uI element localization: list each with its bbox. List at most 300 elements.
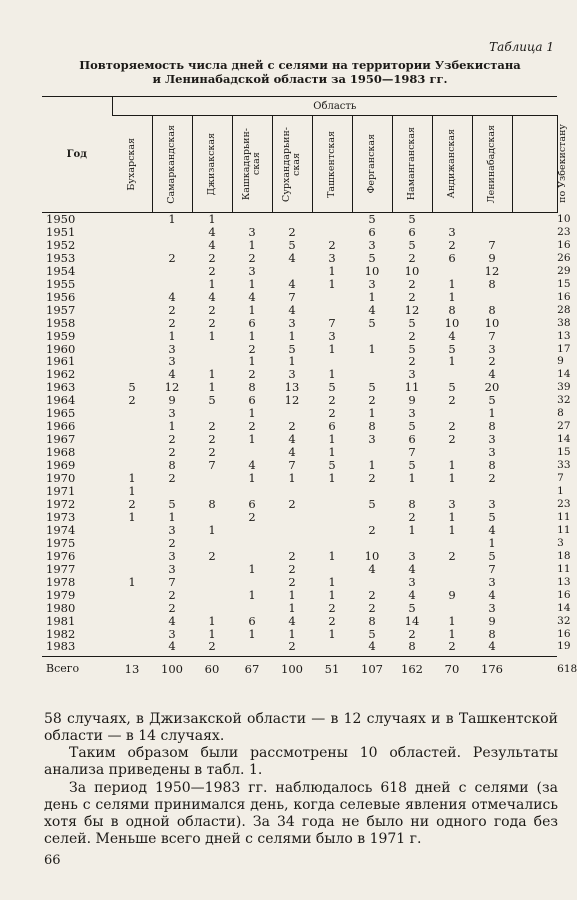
table-row: 1978 1 7 2 1 3 3 13: [42, 576, 557, 589]
year-cell: 1962: [46, 367, 76, 382]
value-cell: [272, 524, 312, 537]
value-cell: 2: [448, 237, 456, 252]
value-cell: 7: [328, 315, 336, 330]
value-cell: 2: [208, 548, 216, 563]
empty-header: [512, 116, 557, 213]
value-cell: 10: [404, 263, 420, 278]
value-cell: 2: [168, 471, 176, 486]
region-header: Андижанская: [432, 116, 472, 213]
value-cell: 6: [248, 613, 256, 628]
value-cell: 20: [484, 380, 500, 395]
value-cell: 3: [168, 341, 176, 356]
value-cell: 4: [288, 445, 296, 460]
value-cell: [352, 576, 392, 589]
table-row: 1961 3 1 1 2 1 2 9: [42, 355, 557, 368]
value-cell: 7: [288, 289, 296, 304]
value-cell: 3: [168, 354, 176, 369]
value-cell: 8: [368, 613, 376, 628]
value-cell: 4: [368, 302, 376, 317]
value-cell: 2: [288, 224, 296, 239]
value-cell: 3: [488, 432, 496, 447]
value-cell: 1: [248, 302, 256, 317]
value-cell: [192, 472, 232, 485]
value-cell: 2: [168, 587, 176, 602]
value-cell: 3: [168, 626, 176, 641]
value-cell: 1: [248, 354, 256, 369]
year-cell: 1973: [46, 509, 76, 524]
table-caption: [40, 58, 560, 86]
value-cell: 1: [288, 471, 296, 486]
value-cell: [512, 381, 557, 394]
paragraph: За период 1950—1983 гг. наблюдалось 618 дней с селями (за день с селями принимался день, когда селевые явления отмечались хотя бы в одной области). За 34 года не было ни одного года без селей. Меньше всего дней с селями было в 1971 г.: [44, 780, 558, 847]
value-cell: [512, 615, 557, 628]
value-cell: 2: [168, 535, 176, 550]
value-cell: [232, 640, 272, 656]
value-cell: 4: [288, 250, 296, 265]
value-cell: 4: [168, 289, 176, 304]
value-cell: 11: [404, 380, 420, 395]
value-cell: 2: [328, 600, 336, 615]
value-cell: [232, 602, 272, 615]
value-cell: [112, 213, 152, 226]
value-cell: [512, 640, 557, 656]
value-cell: [112, 433, 152, 446]
table-row: 1972 2 5 8 6 2 5 8 3 3 23: [42, 498, 557, 511]
value-cell: 2: [328, 406, 336, 421]
value-cell: 5: [488, 548, 496, 563]
value-cell: 1: [208, 276, 216, 291]
year-cell: 1977: [46, 561, 76, 576]
value-cell: 4: [288, 432, 296, 447]
value-cell: 1: [168, 419, 176, 434]
value-cell: 3: [448, 496, 456, 511]
value-cell: 5: [368, 626, 376, 641]
value-cell: 2: [288, 574, 296, 589]
value-cell: 10: [484, 315, 500, 330]
value-cell: [352, 330, 392, 343]
value-cell: [232, 576, 272, 589]
value-cell: 5: [368, 250, 376, 265]
value-cell: 1: [448, 613, 456, 628]
value-cell: [272, 265, 312, 278]
year-cell: 1979: [46, 587, 76, 602]
value-cell: 2: [408, 276, 416, 291]
value-cell: [512, 355, 557, 368]
value-cell: 3: [488, 496, 496, 511]
value-cell: 3: [368, 237, 376, 252]
year-cell: 1969: [46, 458, 76, 473]
value-cell: 1: [448, 509, 456, 524]
value-cell: 5: [288, 341, 296, 356]
value-cell: [512, 472, 557, 485]
value-cell: [232, 537, 272, 550]
value-cell: [112, 550, 152, 563]
value-cell: 5: [288, 237, 296, 252]
table-row: 1966 1 2 2 2 6 8 5 2 8 27: [42, 420, 557, 433]
value-cell: [432, 563, 472, 576]
value-cell: 6: [328, 419, 336, 434]
value-cell: 1: [328, 471, 336, 486]
table-row: 1968 2 2 4 1 7 3 15: [42, 446, 557, 459]
value-cell: 13: [124, 662, 140, 677]
value-cell: 1: [328, 341, 336, 356]
value-cell: 5: [488, 393, 496, 408]
value-cell: [312, 640, 352, 656]
value-cell: 1: [168, 509, 176, 524]
value-cell: [312, 537, 352, 550]
year-cell: 1981: [46, 613, 76, 628]
table-row: 1960 3 2 5 1 1 5 5 3 17: [42, 343, 557, 356]
value-cell: 7: [488, 237, 496, 252]
value-cell: [192, 511, 232, 524]
value-cell: [392, 537, 432, 550]
table-row: 1973 1 1 2 2 1 5 11: [42, 511, 557, 524]
value-cell: 3: [488, 574, 496, 589]
value-cell: 2: [168, 600, 176, 615]
value-cell: [112, 446, 152, 459]
value-cell: [152, 239, 192, 252]
value-cell: [272, 213, 312, 226]
region-header: Наманганская: [392, 116, 432, 213]
value-cell: [512, 589, 557, 602]
value-cell: 1: [248, 276, 256, 291]
value-cell: 7: [488, 328, 496, 343]
value-cell: 2: [168, 432, 176, 447]
value-cell: 2: [328, 613, 336, 628]
value-cell: 9: [488, 250, 496, 265]
value-cell: [232, 550, 272, 563]
value-cell: 1: [248, 328, 256, 343]
value-cell: 8: [488, 276, 496, 291]
value-cell: 4: [168, 613, 176, 628]
value-cell: 4: [208, 237, 216, 252]
table-row: 1957 2 2 1 4 4 12 8 8 28: [42, 304, 557, 317]
year-cell: 1963: [46, 380, 76, 395]
value-cell: [152, 226, 192, 239]
value-cell: 2: [368, 587, 376, 602]
value-cell: 10: [364, 548, 380, 563]
value-cell: [512, 511, 557, 524]
value-cell: 2: [288, 561, 296, 576]
value-cell: 1: [248, 432, 256, 447]
value-cell: 8: [368, 419, 376, 434]
value-cell: 12: [484, 263, 500, 278]
value-cell: 1: [288, 587, 296, 602]
value-cell: [112, 278, 152, 291]
value-cell: 2: [248, 509, 256, 524]
value-cell: [232, 213, 272, 226]
value-cell: 1: [488, 535, 496, 550]
value-cell: 1: [288, 600, 296, 615]
value-cell: 1: [288, 626, 296, 641]
value-cell: 5: [368, 380, 376, 395]
value-cell: [112, 355, 152, 368]
value-cell: 5: [408, 237, 416, 252]
value-cell: 2: [208, 315, 216, 330]
value-cell: 5: [408, 600, 416, 615]
year-cell: 1976: [46, 548, 76, 563]
value-cell: 3: [408, 548, 416, 563]
table-row: 1950 1 1 5 5 10: [42, 213, 557, 226]
value-cell: 2: [368, 522, 376, 537]
value-cell: 2: [408, 250, 416, 265]
caption-line-1: Повторяемость числа дней с селями на территории Узбекистана: [79, 58, 521, 72]
value-cell: [512, 420, 557, 433]
year-cell: 1975: [46, 535, 76, 550]
value-cell: 5: [488, 509, 496, 524]
year-cell: 1956: [46, 289, 76, 304]
value-cell: [232, 524, 272, 537]
value-cell: [112, 304, 152, 317]
value-cell: [112, 628, 152, 641]
value-cell: 4: [152, 640, 192, 656]
value-cell: [432, 265, 472, 278]
value-cell: 7: [208, 458, 216, 473]
value-cell: [432, 576, 472, 589]
value-cell: 4: [208, 224, 216, 239]
value-cell: 100: [281, 662, 303, 677]
value-cell: 3: [488, 341, 496, 356]
value-cell: [112, 537, 152, 550]
table-row: 1982 3 1 1 1 1 5 2 1 8 16: [42, 628, 557, 641]
table-row: 1967 2 2 1 4 1 3 6 2 3 14: [42, 433, 557, 446]
value-cell: 2: [208, 302, 216, 317]
value-cell: 1: [208, 367, 216, 382]
value-cell: 2: [272, 640, 312, 656]
value-cell: 2: [408, 626, 416, 641]
value-cell: 2: [448, 419, 456, 434]
year-cell: 1961: [46, 354, 76, 369]
value-cell: [192, 563, 232, 576]
table-row: 1959 1 1 1 1 3 2 4 7 13: [42, 330, 557, 343]
value-cell: 4: [488, 522, 496, 537]
value-cell: [192, 537, 232, 550]
year-cell: 1957: [46, 302, 76, 317]
value-cell: 12: [164, 380, 180, 395]
value-cell: 4: [408, 587, 416, 602]
value-cell: 5: [368, 212, 376, 226]
value-cell: 8: [448, 302, 456, 317]
value-cell: 3: [248, 224, 256, 239]
value-cell: 8: [488, 626, 496, 641]
value-cell: 1: [448, 354, 456, 369]
year-cell: 1978: [46, 574, 76, 589]
value-cell: 1: [288, 354, 296, 369]
region-header: Самаркандская: [152, 116, 192, 213]
value-cell: 3: [328, 250, 336, 265]
value-cell: [512, 576, 557, 589]
value-cell: 51: [324, 662, 340, 677]
year-cell: 1968: [46, 445, 76, 460]
value-cell: [112, 524, 152, 537]
year-cell: 1960: [46, 341, 76, 356]
table-row: 1951 4 3 2 6 6 3 23: [42, 226, 557, 239]
value-cell: 1: [128, 471, 136, 486]
paragraph: 58 случаях, в Джизакской области — в 12 случаях и в Ташкентской области — в 14 случаях.: [44, 711, 558, 744]
value-cell: 10: [364, 263, 380, 278]
table-row: 1979 2 1 1 1 2 4 9 4 16: [42, 589, 557, 602]
table-row: 1980 2 1 2 2 5 3 14: [42, 602, 557, 615]
value-cell: 1: [248, 626, 256, 641]
value-cell: 2: [208, 419, 216, 434]
year-column-header: Год: [42, 97, 112, 213]
value-cell: [512, 498, 557, 511]
value-cell: 1: [368, 458, 376, 473]
value-cell: [112, 239, 152, 252]
value-cell: 2: [448, 393, 456, 408]
value-cell: 6: [408, 432, 416, 447]
value-cell: 1: [408, 471, 416, 486]
region-header: Кашкадарьин- ская: [232, 116, 272, 213]
value-cell: 8: [248, 380, 256, 395]
value-cell: 1: [408, 522, 416, 537]
value-cell: 2: [208, 432, 216, 447]
value-cell: 2: [168, 315, 176, 330]
table-row: 1963 5 12 1 8 13 5 5 11 5 20 39: [42, 381, 557, 394]
value-cell: 1: [128, 509, 136, 524]
value-cell: 1: [448, 626, 456, 641]
value-cell: [112, 589, 152, 602]
year-cell: 1980: [46, 600, 76, 615]
value-cell: 1: [168, 212, 176, 226]
year-cell: 1954: [46, 263, 76, 278]
value-cell: 5: [168, 496, 176, 511]
value-cell: 9: [168, 393, 176, 408]
value-cell: [512, 278, 557, 291]
value-cell: [112, 420, 152, 433]
year-cell: 1952: [46, 237, 76, 252]
value-cell: 5: [408, 315, 416, 330]
value-cell: 2: [208, 445, 216, 460]
value-cell: 9: [408, 393, 416, 408]
value-cell: [432, 537, 472, 550]
value-cell: 8: [392, 640, 432, 656]
value-cell: 12: [284, 393, 300, 408]
value-cell: 3: [168, 522, 176, 537]
table-row: 1975 2 1 3: [42, 537, 557, 550]
table-row: 1958 2 2 6 3 7 5 5 10 10 38: [42, 317, 557, 330]
value-cell: 8: [168, 458, 176, 473]
value-cell: [512, 213, 557, 226]
value-cell: [312, 511, 352, 524]
value-cell: 5: [408, 458, 416, 473]
year-cell: 1971: [46, 484, 76, 499]
value-cell: 67: [244, 662, 260, 677]
value-cell: [512, 485, 557, 498]
value-cell: 1: [448, 471, 456, 486]
value-cell: 6: [408, 224, 416, 239]
year-cell: 1951: [46, 224, 76, 239]
value-cell: 1: [248, 587, 256, 602]
value-cell: [192, 576, 232, 589]
value-cell: [512, 537, 557, 550]
value-cell: [112, 563, 152, 576]
value-cell: 2: [248, 419, 256, 434]
value-cell: [112, 252, 152, 265]
value-cell: 2: [408, 354, 416, 369]
value-cell: 1: [248, 471, 256, 486]
value-cell: [512, 628, 557, 641]
value-cell: [352, 511, 392, 524]
value-cell: 1: [488, 406, 496, 421]
table-row: 1956 4 4 4 7 1 2 1 16: [42, 291, 557, 304]
value-cell: [512, 291, 557, 304]
region-header: Ферганская: [352, 116, 392, 213]
value-cell: [312, 524, 352, 537]
value-cell: 2: [192, 640, 232, 656]
value-cell: [112, 317, 152, 330]
value-cell: 1: [368, 289, 376, 304]
year-cell: 1966: [46, 419, 76, 434]
value-cell: 1: [448, 522, 456, 537]
table-row: 1952 4 1 5 2 3 5 2 7 16: [42, 239, 557, 252]
value-cell: 2: [408, 509, 416, 524]
value-cell: 5: [408, 419, 416, 434]
paragraph: Таким образом были рассмотрены 10 областей. Результаты анализа приведены в табл. 1.: [44, 745, 558, 778]
value-cell: [512, 226, 557, 239]
value-cell: 1: [168, 328, 176, 343]
value-cell: [512, 304, 557, 317]
year-cell: 1953: [46, 250, 76, 265]
value-cell: 6: [448, 250, 456, 265]
value-cell: 2: [488, 471, 496, 486]
value-cell: [112, 615, 152, 628]
value-cell: 162: [401, 662, 423, 677]
value-cell: 1: [328, 445, 336, 460]
value-cell: [112, 343, 152, 356]
value-cell: 3: [328, 328, 336, 343]
table-row: 1970 1 2 1 1 1 2 1 1 2 7: [42, 472, 557, 485]
value-cell: 4: [168, 367, 176, 382]
value-cell: [512, 524, 557, 537]
value-cell: 2: [408, 328, 416, 343]
value-cell: 2: [248, 341, 256, 356]
value-cell: 4: [448, 328, 456, 343]
value-cell: 2: [488, 354, 496, 369]
table-row: 1954 2 3 1 10 10 12 29: [42, 265, 557, 278]
year-cell: 1967: [46, 432, 76, 447]
value-cell: [152, 265, 192, 278]
value-cell: 70: [444, 662, 460, 677]
value-cell: 3: [408, 406, 416, 421]
value-cell: 2: [368, 393, 376, 408]
value-cell: 1: [248, 406, 256, 421]
value-cell: 1: [208, 522, 216, 537]
value-cell: [312, 304, 352, 317]
value-cell: 1: [248, 561, 256, 576]
value-cell: 4: [248, 458, 256, 473]
year-cell: Всего: [46, 662, 80, 676]
value-cell: 3: [408, 367, 416, 382]
value-cell: 8: [488, 419, 496, 434]
value-cell: [112, 291, 152, 304]
value-cell: 2: [168, 445, 176, 460]
value-cell: [312, 563, 352, 576]
value-cell: [112, 602, 152, 615]
value-cell: 3: [168, 406, 176, 421]
value-cell: 1: [328, 548, 336, 563]
value-cell: 1: [328, 574, 336, 589]
value-cell: 4: [368, 561, 376, 576]
value-cell: 1: [368, 406, 376, 421]
value-cell: [512, 330, 557, 343]
value-cell: 4: [288, 302, 296, 317]
value-cell: 2: [168, 250, 176, 265]
value-cell: 2: [432, 640, 472, 656]
value-cell: 3: [448, 224, 456, 239]
value-cell: [112, 226, 152, 239]
value-cell: [312, 213, 352, 226]
